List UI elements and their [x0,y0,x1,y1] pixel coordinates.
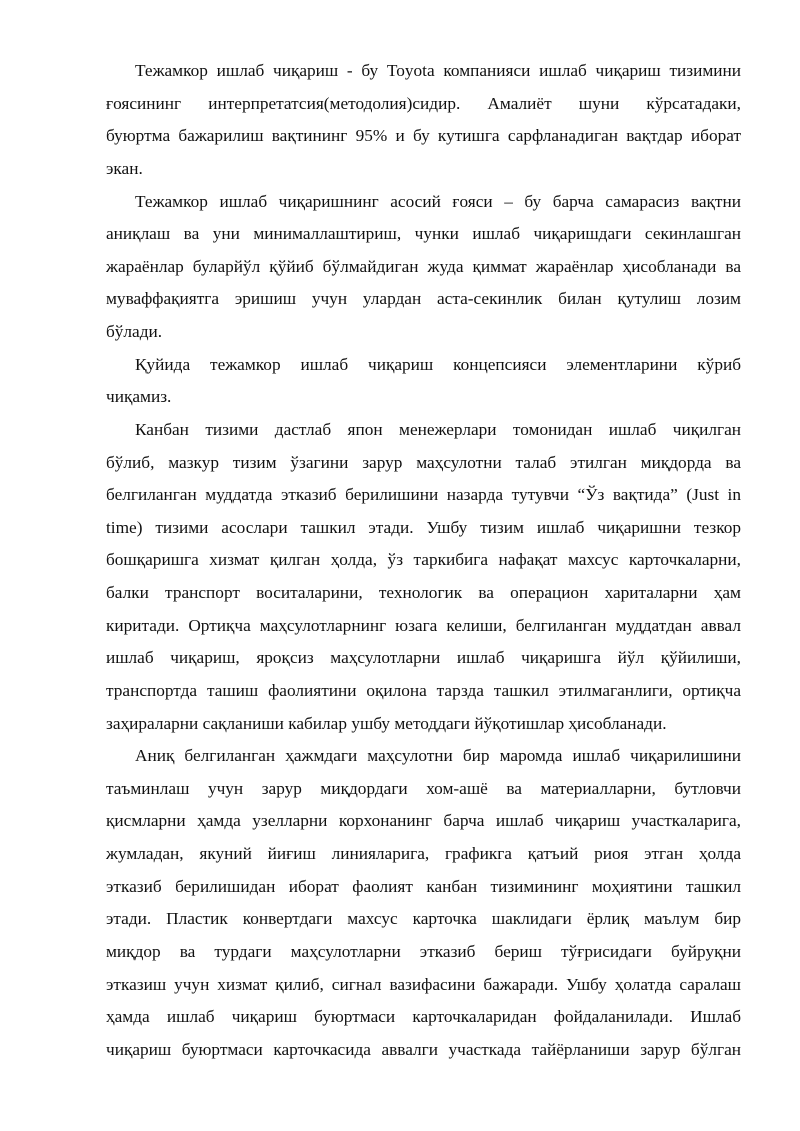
text-line: жараёнлар буларйўл қўйиб бўлмайдиган жуда қиммат жараёнлар ҳисобланади ва [106,256,741,276]
text-line: Канбан тизими дастлаб япон менежерлари томонидан ишлаб чиқилган [135,419,741,439]
text-line: қисмларни ҳамда узелларни корхонанинг барча ишлаб чиқариш участкаларига, [106,811,741,831]
text-line: ишлаб чиқариш, яроқсиз маҳсулотларни ишлаб чиқаришга йўл қўйилиши, [106,648,741,668]
text-line: Тежамкор ишлаб чиқариш - бу Toyota компанияси ишлаб чиқариш тизимини [135,61,741,80]
text-line: этказиб берилишидан иборат фаолият канбан тизимининг моҳиятини ташкил [106,876,741,896]
text-line: миқдор ва турдаги маҳсулотларни этказиб бериш тўғрисидаги буйруқни [106,941,741,961]
text-line: балки транспорт воситаларини, технологик ва операцион хариталарни ҳам [106,583,741,602]
text-line: белгиланган муддатда этказиб берилишини назарда тутувчи “Ўз вақтида” (Just in [106,485,741,505]
text-line: заҳираларни сақланиши кабилар ушбу методдаги йўқотишлар ҳисобланади. [106,713,667,733]
paragraph-elements-intro [77,349,741,414]
text-line: чиқамиз. [106,387,172,407]
text-line: ҳамда ишлаб чиқариш буюртмаси карточкаларидан фойдаланилади. Ишлаб [106,1007,741,1027]
text-line: ғоясининг интерпретатсия(методолия)сидир. Амалиёт шуни кўрсатадаки, [106,93,741,113]
text-line: транспортда ташиш фаолиятини оқилона тарзда ташкил этилмаганлиги, ортиқча [106,680,741,700]
text-line: Аниқ белгиланган ҳажмдаги маҳсулотни бир маромда ишлаб чиқарилишини [135,746,741,766]
paragraph-kanban-essence [77,740,741,1066]
text-line: таъминлаш учун зарур миқдордаги хом-ашё ва материалларни, бутловчи [106,778,741,798]
text-line: жумладан, якуний йиғиш линияларига, графикга қатъий риоя этган ҳолда [106,844,741,863]
text-line: Тежамкор ишлаб чиқаришнинг асосий ғояси – бу барча самарасиз вақтни [135,191,741,211]
paragraph-kanban-system [77,414,741,740]
text-line: Қуйида тежамкор ишлаб чиқариш концепсияси элементларини кўриб [135,354,741,374]
text-line: чиқариш буюртмаси карточкасида аввалги участкада тайёрланиши зарур бўлган [106,1039,741,1059]
text-line: буюртма бажарилиш вақтининг 95% и бу кутишга сарфланадиган вақтдар иборат [106,126,741,146]
text-line: бўлади. [106,322,163,341]
text-line: этади. Пластик конвертдаги махсус карточка шаклидаги ёрлиқ маълум бир [106,909,741,929]
text-line: бошқаришга хизмат қилган ҳолда, ўз таркибига нафақат махсус карточкаларни, [106,550,741,570]
text-line: этказиш учун хизмат қилиб, сигнал вазифасини бажаради. Ушбу ҳолатда саралаш [106,974,741,994]
document-body [77,55,741,1066]
text-line: аниқлаш ва уни минималлаштириш, чунки ишлаб чиқаришдаги секинлашган [106,224,741,244]
text-line: киритади. Ортиқча маҳсулотларнинг юзага келиши, белгиланган муддатдан аввал [106,615,741,635]
text-line: бўлиб, мазкур тизим ўзагини зарур маҳсулотни талаб этилган миқдорда ва [106,452,741,472]
text-line: экан. [106,158,143,178]
text-line: муваффақиятга эришиш учун улардан аста-секинлик билан қутулиш лозим [106,289,741,309]
paragraph-main-idea [77,186,741,349]
paragraph-toyota [77,55,741,186]
text-line: time) тизими асослари ташкил этади. Ушбу тизим ишлаб чиқаришни тезкор [106,517,741,537]
